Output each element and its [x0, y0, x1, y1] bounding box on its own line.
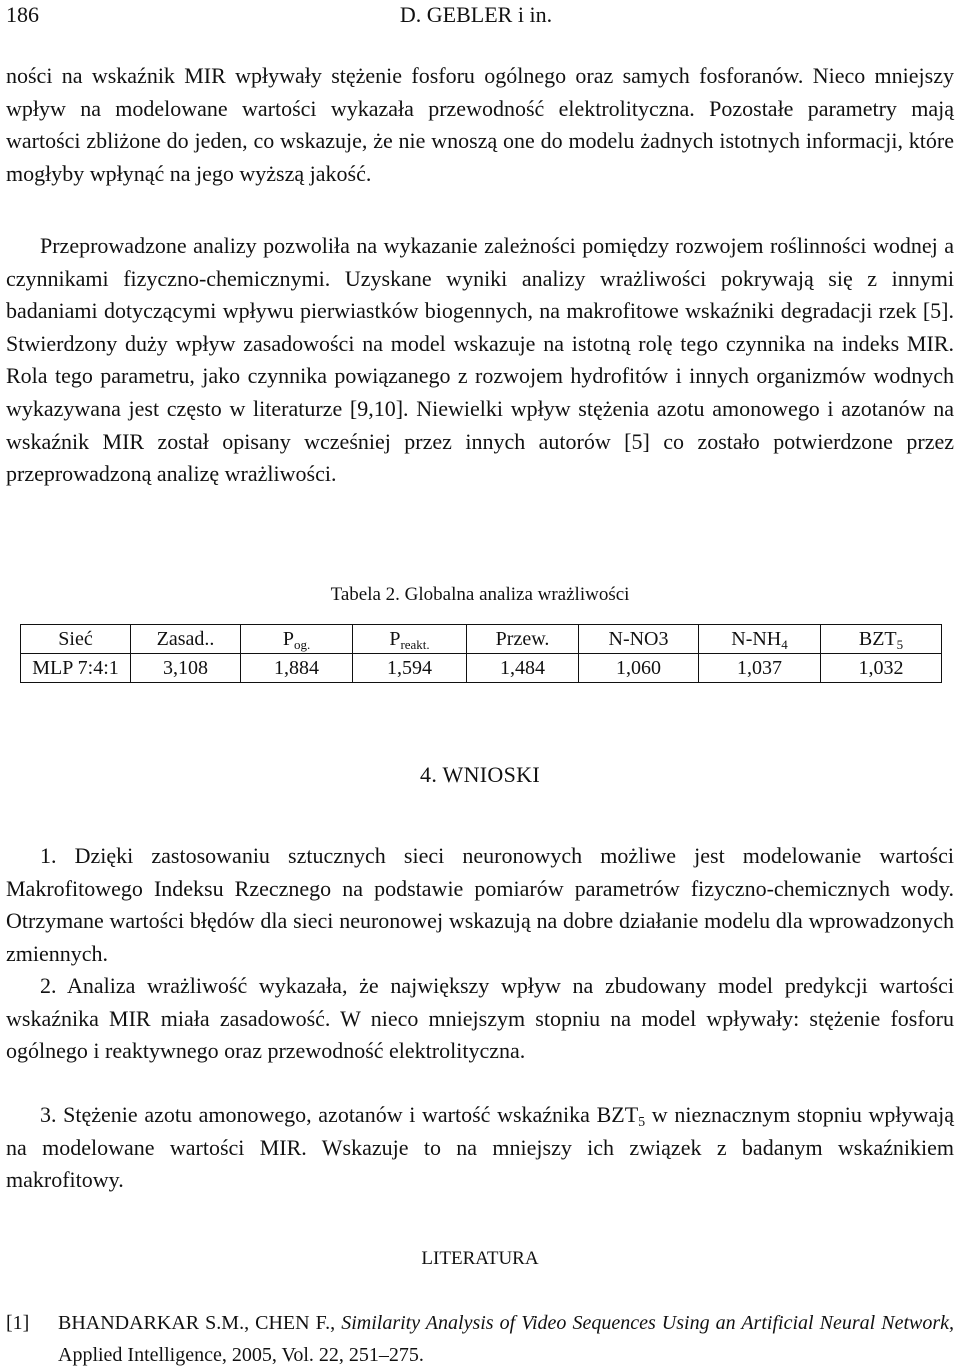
- header-cell: Zasad..: [131, 625, 241, 654]
- section-title-conclusions: 4. WNIOSKI: [420, 762, 540, 787]
- paragraph-1: ności na wskaźnik MIR wpływały stężenie fosforu ogólnego oraz samych fosforanów. Nieco mniejszy wpływ na modelowane wartości wykazała przewodność elektrolityczna. Pozostałe parametry mają wartości zbliżone do jeden, co wskazuje, że nie wnoszą one do modelu żadnych istotnych informacji, które mogłyby wpłynąć na jego wyższą jakość.: [6, 63, 954, 186]
- table-cell: 1,037: [699, 654, 821, 683]
- table-cell: 1,594: [353, 654, 467, 683]
- section-title-literature: LITERATURA: [421, 1248, 539, 1269]
- header-cell: Sieć: [21, 625, 131, 654]
- table-cell: 1,484: [467, 654, 579, 683]
- header-cell: $P_{og.}$: [241, 625, 353, 654]
- header-cell: N-NO3: [579, 625, 699, 654]
- table-row: [21, 654, 942, 683]
- table-caption: Tabela 2. Globalna analiza wrażliwości: [330, 584, 630, 605]
- conclusion-2: 2. Analiza wrażliwość wykazała, że największy wpływ na zbudowany model predykcji wartości wskaźnika MIR miała zasadowość. W nieco mniejszym stopniu na model wpływały: stężenie fosforu ogólnego i reaktywnego oraz przewodność elektrolityczna.: [6, 973, 954, 1064]
- reference-number: [1]: [6, 1312, 30, 1334]
- table-header-row: [21, 625, 942, 654]
- page-number: 186: [6, 2, 39, 27]
- sensitivity-table: [20, 624, 942, 683]
- conclusion-3: 3. Stężenie azotu amonowego, azotanów i wartość wskaźnika $BZT_5$ w nieznacznym stopniu wpływają na modelowane wartości MIR. Wskazuje to na mniejszy ich związek z badanym wskaźnikiem makrofitowy.: [6, 1102, 954, 1193]
- reference-1: [6, 1307, 954, 1371]
- table-cell: 1,884: [241, 654, 353, 683]
- table-cell: MLP 7:4:1: [21, 654, 131, 683]
- table-cell: 1,032: [821, 654, 942, 683]
- header-cell: Przew.: [467, 625, 579, 654]
- header-cell: $P_{reakt.}$: [353, 625, 467, 654]
- running-head: D. GEBLER i in.: [399, 2, 553, 27]
- reference-body: BHANDARKAR S.M., CHEN F., Similarity Analysis of Video Sequences Using an Artificial Neural Network, Applied Intelligence, 2005, Vol. 22, 251–275.: [58, 1312, 954, 1366]
- header-cell: $N-NH_4$: [699, 625, 821, 654]
- page-header: [6, 2, 946, 28]
- table-cell: 3,108: [131, 654, 241, 683]
- header-cell: $BZT_5$: [821, 625, 942, 654]
- paragraph-2: Przeprowadzone analizy pozwoliła na wykazanie zależności pomiędzy rozwojem roślinności wodnej a czynnikami fizyczno-chemicznymi. Uzyskane wyniki analizy wrażliwości pokrywają się z innymi badaniami dotyczącymi wpływu pierwiastków biogennych, na makrofitowe wskaźniki degradacji rzek [5]. Stwierdzony duży wpływ zasadowości na model wskazuje na istotną rolę tego czynnika na indeks MIR. Rola tego parametru, jako czynnika powiązanego z rozwojem hydrofitów i innych organizmów wodnych wykazywana jest często w literaturze [9,10]. Niewielki wpływ stężenia azotu amonowego i azotanów na wskaźnik MIR został opisany wcześniej przez innych autorów [5] co zostało potwierdzone przez przeprowadzoną analizę wrażliwości.: [6, 233, 954, 487]
- conclusion-1: 1. Dzięki zastosowaniu sztucznych sieci neuronowych możliwe jest modelowanie wartości Makrofitowego Indeksu Rzecznego na podstawie pomiarów parametrów fizyczno-chemicznych wody. Otrzymane wartości błędów dla sieci neuronowej wskazują na dobre działanie modelu dla wprowadzonych zmiennych.: [6, 843, 954, 966]
- table-cell: 1,060: [579, 654, 699, 683]
